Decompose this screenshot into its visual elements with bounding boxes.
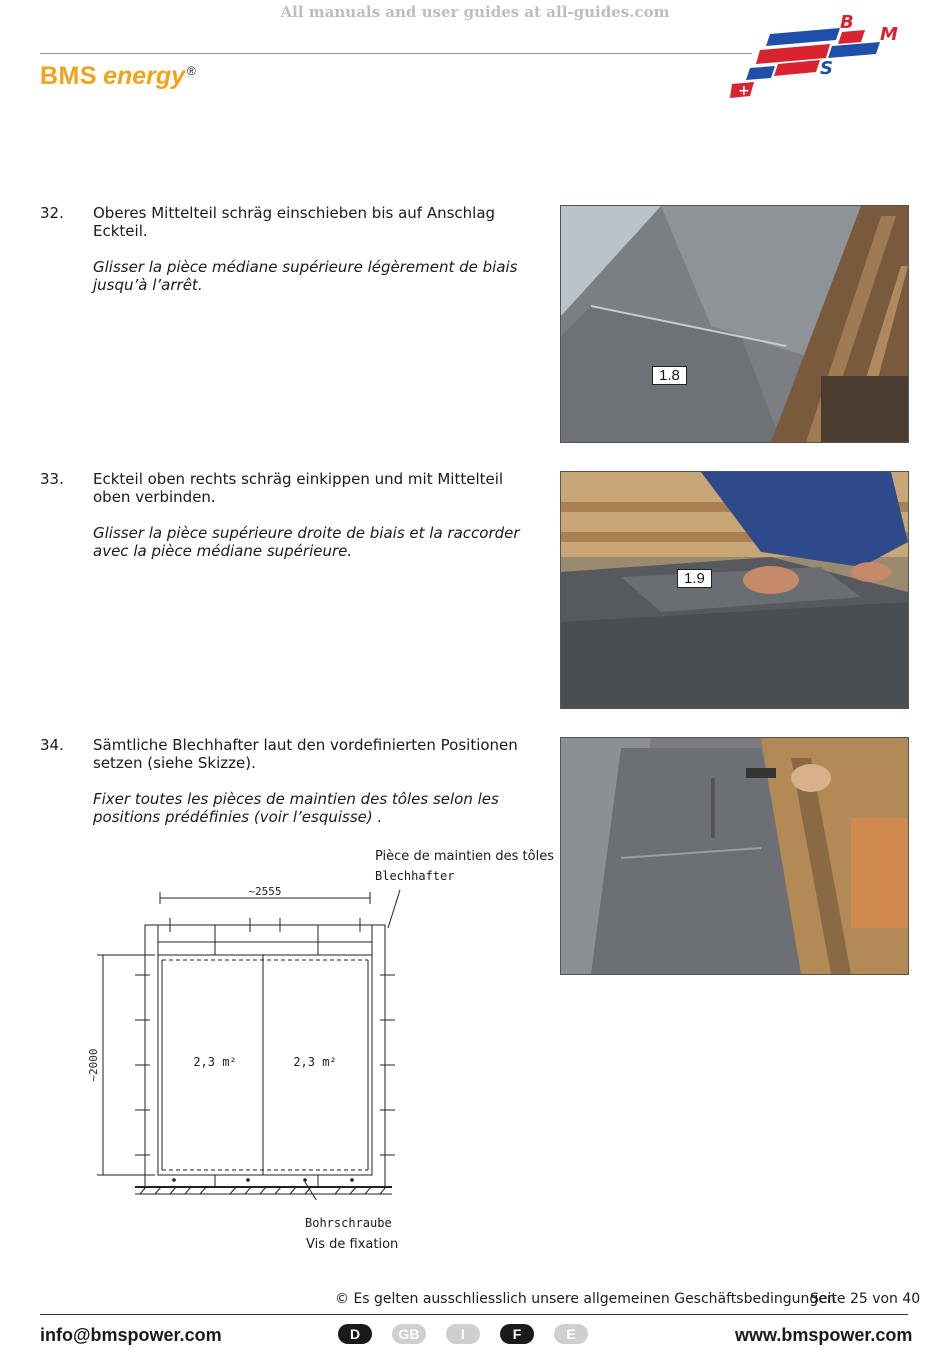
registered-mark: ® (187, 63, 196, 78)
language-gb[interactable]: GB (392, 1324, 426, 1344)
step-number: 32. (40, 204, 64, 222)
language-selector (338, 1324, 588, 1344)
step-34 (40, 736, 530, 826)
photo-step-34 (560, 737, 909, 975)
footer-rule (40, 1314, 908, 1315)
sketch-label-de-bottom: Bohrschraube (305, 1216, 392, 1230)
logo-letter-m: M (880, 24, 898, 45)
website-link[interactable]: www.bmspower.com (735, 1325, 913, 1345)
page-number: Seite 25 von 40 (810, 1291, 921, 1307)
sketch-area-left: 2,3 m² (193, 1055, 237, 1069)
brand-name-part2: energy (103, 62, 186, 90)
logo-letter-s: S (820, 58, 833, 79)
step-text-de: Sämtliche Blechhafter laut den vordefinierten Positionen setzen (siehe Skizze). (93, 736, 518, 772)
step-33 (40, 470, 530, 560)
step-number: 34. (40, 736, 64, 754)
photo-label: 1.9 (677, 569, 712, 588)
contact-email[interactable]: info@bmspower.com (40, 1325, 222, 1345)
language-e[interactable]: E (554, 1324, 588, 1344)
step-text-fr: Glisser la pièce médiane supérieure légèrement de biais jusqu’à l’arrêt. (93, 258, 518, 294)
language-f[interactable]: F (500, 1324, 534, 1344)
installation-sketch (70, 880, 410, 1200)
header-rule (40, 53, 752, 54)
brand-logo (40, 62, 196, 91)
sketch-width-dimension: ~2555 (248, 885, 282, 898)
step-number: 33. (40, 470, 64, 488)
step-text-de: Eckteil oben rechts schräg einkippen und mit Mittelteil oben verbinden. (93, 470, 504, 506)
sketch-height-dimension: ~2000 (87, 1048, 100, 1082)
step-text-fr: Fixer toutes les pièces de maintien des tôles selon les positions prédéfinies (voir l’esquisse) . (93, 790, 499, 826)
photo-step-32 (560, 205, 909, 443)
logo-letter-b: B (840, 12, 854, 33)
language-i[interactable]: I (446, 1324, 480, 1344)
step-32 (40, 204, 530, 294)
step-text-de: Oberes Mittelteil schräg einschieben bis auf Anschlag Eckteil. (93, 204, 496, 240)
bms-company-logo (730, 12, 910, 102)
logo-cross: + (738, 83, 750, 99)
watermark-text: All manuals and user guides at all-guides.com (280, 3, 670, 21)
sketch-label-fr-bottom: Vis de fixation (306, 1237, 399, 1252)
language-d[interactable]: D (338, 1324, 372, 1344)
step-text-fr: Glisser la pièce supérieure droite de biais et la raccorder avec la pièce médiane supérieure. (93, 524, 520, 560)
photo-step-33 (560, 471, 909, 709)
sketch-label-fr-top: Pièce de maintien des tôles (375, 849, 554, 864)
brand-name-part1: BMS (40, 62, 98, 90)
sketch-area-right: 2,3 m² (293, 1055, 337, 1069)
sketch-label-de-top: Blechhafter (375, 869, 455, 883)
photo-label: 1.8 (652, 366, 687, 385)
terms-note: © Es gelten ausschliesslich unsere allgemeinen Geschäftsbedingungen (335, 1291, 836, 1307)
